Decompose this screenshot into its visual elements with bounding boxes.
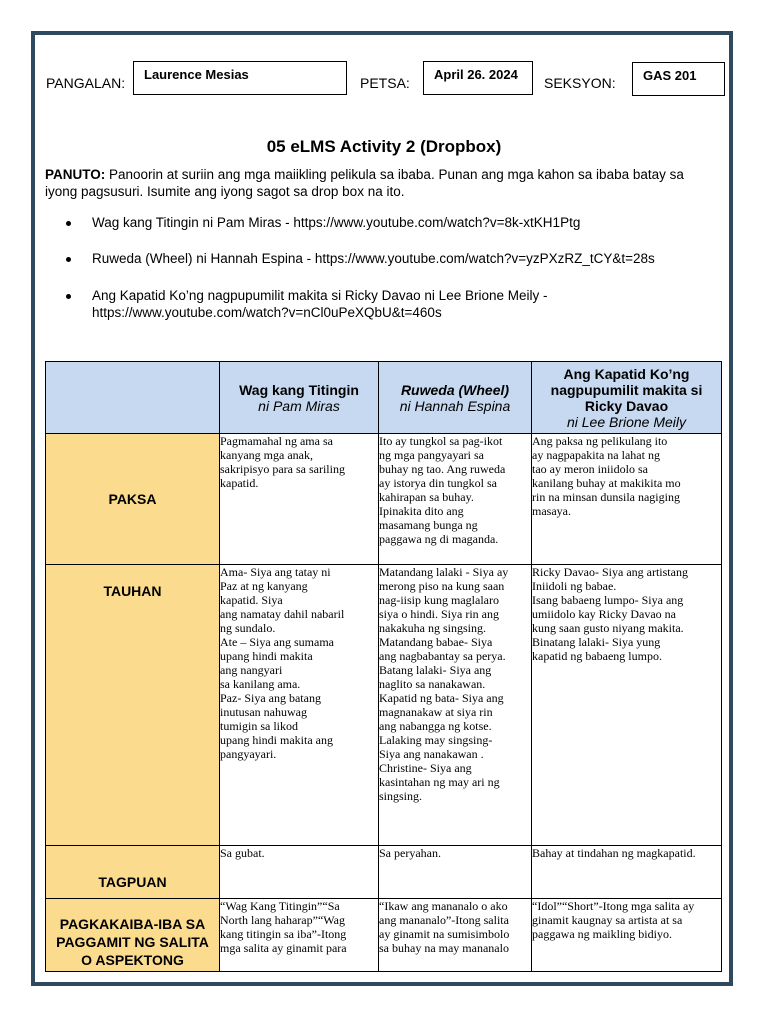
row-header-paksa: PAKSA: [46, 434, 220, 565]
bullet-dot-icon: [66, 221, 71, 226]
date-label: PETSA:: [360, 75, 410, 91]
table-row: [46, 565, 722, 846]
column-header-2: [379, 362, 532, 434]
instructions-line-2: iyong pagsusuri. Isumite ang iyong sagot sa drop box na ito.: [45, 184, 405, 199]
table-cell: Sa peryahan.: [379, 846, 532, 899]
table-cell: Ito ay tungkol sa pag-ikot ng mga pangyayari sa buhay ng tao. Ang ruweda ay istorya din tungkol sa kahirapan sa buhay. Ipinakita dito ang masamang bunga ng paggawa ng di maganda.: [379, 434, 532, 565]
column-title-line-3: Ricky Davao: [584, 397, 669, 414]
instructions-line-1: Panoorin at suriin ang mga maiikling pelikula sa ibaba. Punan ang mga kahon sa ibaba batay sa: [105, 167, 684, 182]
table-cell: Ama- Siya ang tatay ni Paz at ng kanyang kapatid. Siya ang namatay dahil nabaril ng sundalo. Ate – Siya ang sumama upang hindi makita ang nangyari sa kanilang ama. Paz- Siya ang batang inutusan nahuwag tumigin sa likod upang hindi makita ang pangyayari.: [220, 565, 379, 846]
bullet-dot-icon: [66, 257, 71, 262]
table-cell: “Ikaw ang mananalo o ako ang mananalo”-Itong salita ay ginamit na sumisimbolo sa buhay na may mananalo: [379, 899, 532, 972]
table-row: [46, 434, 722, 565]
row-header-pagkakaiba: PAGKAKAIBA-IBA SA PAGGAMIT NG SALITA O ASPEKTONG: [46, 899, 220, 972]
row-header-tagpuan: TAGPUAN: [46, 846, 220, 899]
table-cell: Pagmamahal ng ama sa kanyang mga anak, sakripisyo para sa sariling kapatid.: [220, 434, 379, 565]
table-cell: Ricky Davao- Siya ang artistang Iniidoli ng babae. Isang babaeng lumpo- Siya ang umiidolo kay Ricky Davao na kung saan gusto niyang makita. Binatang lalaki- Siya yung kapatid ng babaeng lumpo.: [532, 565, 722, 846]
bullet-text: Ruweda (Wheel) ni Hannah Espina - https://www.youtube.com/watch?v=yzPXzRZ_tCY&t=28s: [92, 251, 655, 266]
column-header-3: [532, 362, 722, 434]
name-field[interactable]: Laurence Mesias: [133, 61, 347, 95]
column-title-line-1: Ang Kapatid Ko’ng: [563, 365, 690, 382]
table-row: [46, 846, 722, 899]
date-field[interactable]: April 26. 2024: [423, 61, 533, 95]
bullet-text: Ang Kapatid Ko’ng nagpupumilit makita si Ricky Davao ni Lee Brione Meily -: [92, 288, 548, 303]
column-title: Wag kang Titingin: [239, 381, 359, 398]
table-row: [46, 899, 722, 972]
bullet-text-continued: https://www.youtube.com/watch?v=nCl0uPeXQbU&t=460s: [92, 305, 442, 320]
table-cell: Sa gubat.: [220, 846, 379, 899]
analysis-table: [45, 361, 722, 972]
bullet-text: Wag kang Titingin ni Pam Miras - https://www.youtube.com/watch?v=8k-xtKH1Ptg: [92, 215, 581, 230]
bullet-dot-icon: [66, 294, 71, 299]
name-label: PANGALAN:: [46, 75, 126, 91]
table-cell: “Wag Kang Titingin”“Sa North lang haharap”“Wag kang titingin sa iba”-Itong mga salita ay ginamit para: [220, 899, 379, 972]
table-cell: “Idol”“Short”-Itong mga salita ay ginamit kaugnay sa artista at sa paggawa ng maikling bidiyo.: [532, 899, 722, 972]
column-title: Ruweda (Wheel): [400, 381, 510, 398]
column-author: ni Pam Miras: [258, 397, 340, 414]
column-title-line-2: nagpupumilit makita si: [550, 381, 703, 398]
column-author: ni Hannah Espina: [399, 397, 511, 414]
table-header-row: [46, 362, 722, 434]
column-header-1: [220, 362, 379, 434]
column-author: ni Lee Brione Meily: [566, 413, 687, 430]
table-cell: Matandang lalaki - Siya ay merong piso na kung saan nag-iisip kung maglalaro siya o hindi. Siya rin ang nakakuha ng singsing. Matandang babae- Siya ang nagbabantay sa perya. Batang lalaki- Siya ang naglito sa nanakawan. Kapatid ng bata- Siya ang magnanakaw at siya rin ang nabangga ng kotse. Lalaking may singsing- Siya ang nanakawan . Christine- Siya ang kasintahan ng may ari ng singsing.: [379, 565, 532, 846]
section-field[interactable]: GAS 201: [632, 62, 725, 96]
page-title: 05 eLMS Activity 2 (Dropbox): [266, 137, 502, 156]
row-header-tauhan: TAUHAN: [46, 565, 220, 846]
instructions: [45, 166, 725, 200]
instructions-label: PANUTO:: [45, 167, 106, 182]
table-cell: Bahay at tindahan ng magkapatid.: [532, 846, 722, 899]
section-label: SEKSYON:: [544, 75, 616, 91]
table-corner-cell: [46, 362, 220, 434]
table-cell: Ang paksa ng pelikulang ito ay nagpapakita na lahat ng tao ay meron iniidolo sa kanilang buhay at makikita mo rin na minsan dunsila nagiging masaya.: [532, 434, 722, 565]
